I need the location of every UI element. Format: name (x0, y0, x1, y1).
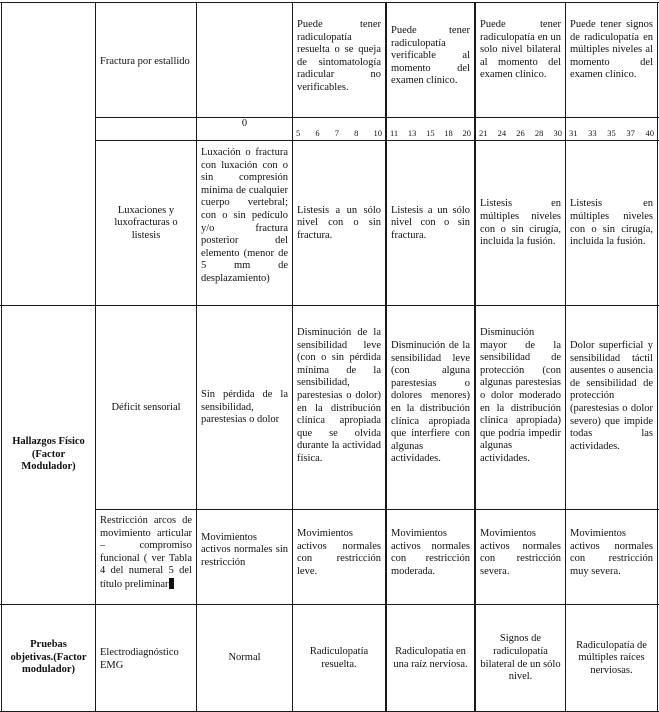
row-label-restriccion (96, 514, 196, 604)
fractura-cell-3: Puede tener radiculopatía en un solo nivel bilateral al momento del examen clínico. (480, 19, 561, 81)
restriccion-cell-3: Movimientos activos normales con restricción severa. (480, 528, 561, 577)
deficit-col0: Sin pérdida de la sensibilidad, parestesias o dolor (201, 389, 288, 426)
pruebas-cell-1: Radiculopatía resuelta. (309, 645, 369, 670)
grid-line (95, 117, 659, 118)
row-label-fractura: Fractura por estallido (100, 56, 190, 68)
scale-group-3 (476, 128, 565, 138)
deficit-cell-4: Dolor superficial y sensibilidad táctil ausentes o ausencia de sensibilidad de protección (parestesias o dolor severo) que impide todas las actividades. (570, 340, 653, 452)
grid-line (0, 2, 659, 3)
pruebas-col0: Normal (228, 652, 261, 664)
deficit-cell-2: Disminución de la sensibilidad leve (con alguna parestesias o dolores menores) en la distribución clínica apropiada que interfiere con algunas actividades. (391, 340, 470, 465)
scale-tick: 6 (315, 128, 320, 138)
scale-tick: 18 (444, 128, 453, 138)
scale-tick: 7 (334, 128, 339, 138)
restriccion-col0: Movimientos activos normales sin restricción (201, 531, 288, 568)
scale-tick: 37 (626, 128, 635, 138)
deficit-cell-3: Disminución mayor de la sensibilidad de protección (con algunas parestesias o dolor moderado en la distribución clínica apropiada) que podría impedir algunas actividades. (480, 327, 561, 464)
scale-tick: 21 (479, 128, 488, 138)
group-label-pruebas: Pruebas objetivas.(Factor modulador) (10, 639, 87, 676)
scale-tick: 5 (296, 128, 301, 138)
scale-tick: 31 (569, 128, 578, 138)
row-label-deficit: Déficit sensorial (111, 401, 181, 413)
fractura-cell-1: Puede tener radiculopatía resuelta o se queja de sintomatología radicular no verificables. (297, 19, 381, 93)
row-label-emg: Electrodiagnóstico EMG (100, 647, 179, 671)
deficit-cell-1: Disminución de la sensibilidad leve (con o sin pérdida mínima de la sensibilidad, parestesias o dolor) en la distribución clínica apropiada que se olvida durante la actividad física. (297, 327, 381, 464)
scale-tick: 35 (607, 128, 616, 138)
scale-group-4 (566, 128, 657, 138)
scale-group-1 (293, 128, 385, 138)
restriccion-cell-4: Movimientos activos normales con restricción muy severa. (570, 528, 653, 577)
scale-zero: 0 (241, 118, 248, 130)
scale-tick: 15 (426, 128, 435, 138)
scale-tick: 8 (354, 128, 359, 138)
scale-tick: 30 (553, 128, 562, 138)
scale-tick: 10 (373, 128, 382, 138)
luxaciones-cell-4: Listesis en múltiples niveles con o sin cirugía, incluida la fusión. (570, 198, 653, 248)
luxaciones-cell-1: Listesis a un sólo nivel con o sin fractura. (297, 204, 381, 241)
grid-line (95, 509, 659, 510)
scale-tick: 28 (534, 128, 544, 138)
scale-tick: 33 (588, 128, 597, 138)
row-label-luxaciones: Luxaciones y luxofracturas o listesis (114, 204, 178, 241)
pruebas-cell-3: Signos de radiculopatía bilateral de un sólo nivel. (480, 633, 561, 683)
scale-tick: 26 (516, 128, 525, 138)
grid-line (657, 2, 658, 712)
luxaciones-cell-2: Listesis a un sólo nivel con o sin fractura. (391, 204, 470, 241)
restriccion-cell-2: Movimientos activos normales con restricción moderada. (391, 528, 470, 577)
text-cursor-icon (169, 578, 174, 589)
luxaciones-col0: Luxación o fractura con luxación con o sin compresión mínima de cualquier cuerpo vertebral; con o sin pedículo y/o fractura posterior del elemento (menor de 5 mm de desplazamiento) (201, 147, 288, 284)
pruebas-cell-4: Radiculopatía de múltiples raíces nerviosas. (576, 639, 647, 676)
scale-tick: 24 (497, 128, 507, 138)
fractura-cell-4: Puede tener signos de radiculopatía en múltiples niveles al momento del examen clínico. (570, 19, 653, 81)
pruebas-cell-2: Radiculopatía en una raíz nerviosa. (393, 645, 468, 670)
scale-tick: 11 (390, 128, 399, 138)
scale-tick: 20 (462, 128, 471, 138)
fractura-cell-2: Puede tener radiculopatía verificable al momento del examen clínico. (391, 25, 470, 87)
scale-group-2 (387, 128, 474, 138)
scale-tick: 13 (407, 128, 417, 138)
scale-tick: 40 (645, 128, 654, 138)
group-label-hallazgos: Hallazgos Físico (Factor Modulador) (12, 436, 85, 473)
restriccion-cell-1: Movimientos activos normales con restricción leve. (297, 528, 381, 577)
restriccion-label-text: Restricción arcos de movimiento articular – compromiso funcional ( ver Tabla 4 del numeral 5 del título preliminar (100, 515, 192, 590)
luxaciones-cell-3: Listesis en múltiples niveles con o sin cirugía, incluida la fusión. (480, 198, 561, 248)
